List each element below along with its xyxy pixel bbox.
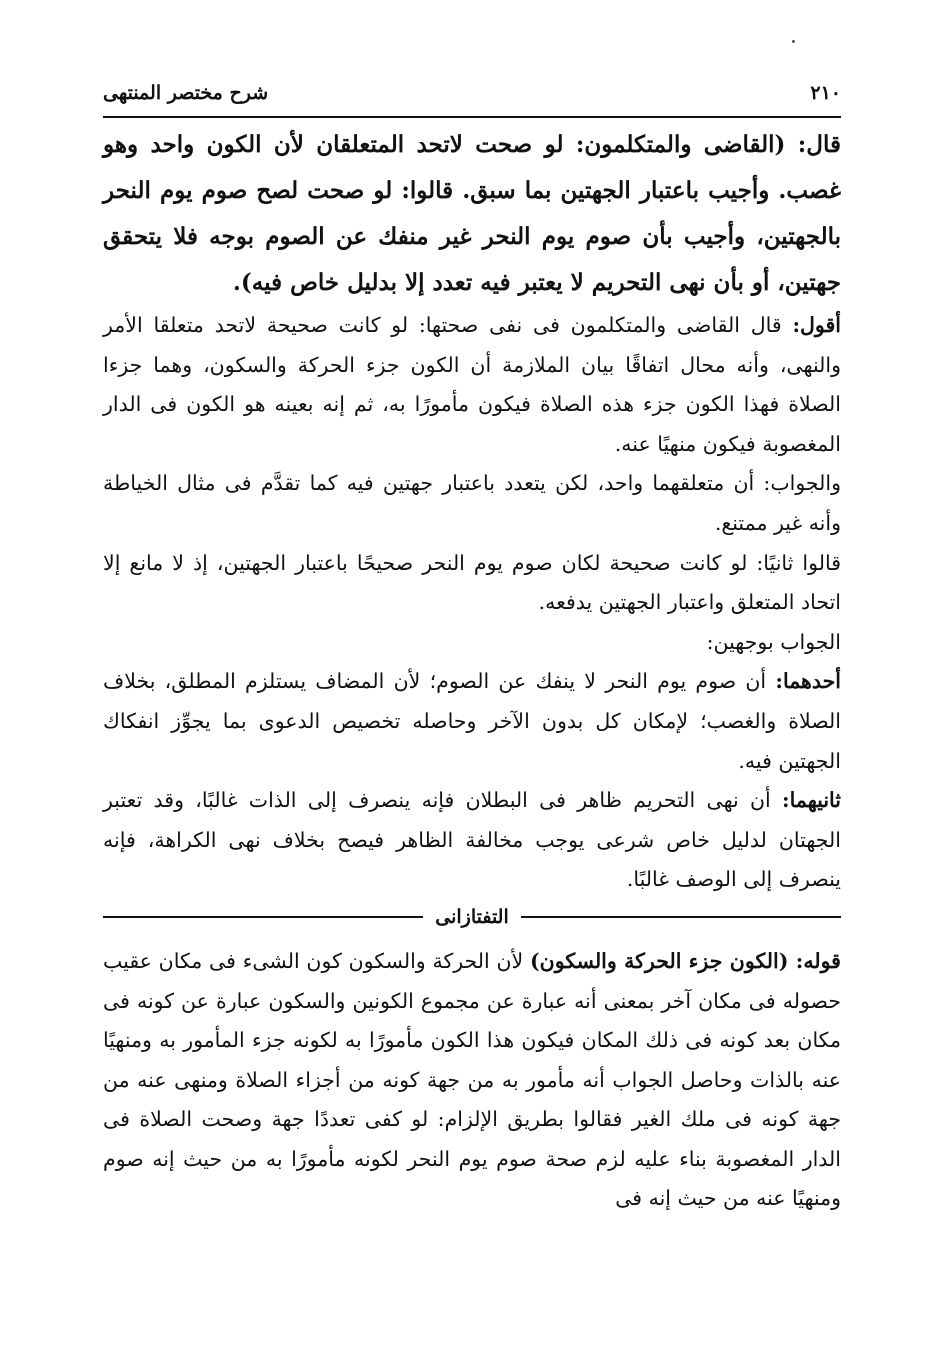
- sharh-paragraph-thanihuma: [103, 781, 841, 900]
- divider-line-right: [521, 916, 841, 918]
- page-number: ٢١٠: [810, 82, 841, 104]
- page-body: [103, 122, 841, 1219]
- book-title: شرح مختصر المنتهى: [103, 82, 269, 104]
- sharh-paragraph-jawab-wajhayn: [103, 623, 841, 663]
- paragraph-text: أن صوم يوم النحر لا ينفك عن الصوم؛ لأن المضاف يستلزم المطلق، بخلاف الصلاة والغصب؛ لإمكان كل بدون الآخر وحاصله تخصيص الدعوى بما يجوِّز انفكاك الجهتين فيه.: [103, 669, 841, 773]
- sharh-paragraph-ahaduhuma: [103, 662, 841, 781]
- matn-paragraph: قال: (القاضى والمتكلمون: لو صحت لاتحد المتعلقان لأن الكون واحد وهو غصب. وأجيب باعتبار الجهتين بما سبق. قالوا: لو صحت لصح صوم يوم النحر بالجهتين، وأجيب بأن صوم يوم النحر غير منفك عن الصوم بوجه فلا يتحقق جهتين، أو بأن نهى التحريم لا يعتبر فيه تعدد إلا بدليل خاص فيه).: [103, 131, 841, 296]
- section-divider: [103, 900, 841, 934]
- hashiya-paragraph: [103, 942, 841, 1219]
- paragraph-lead: قوله: (الكون جزء الحركة والسكون): [529, 948, 841, 973]
- sharh-paragraph-jawab: [103, 464, 841, 543]
- paragraph-text: والجواب: أن متعلقهما واحد، لكن يتعدد باعتبار جهتين فيه كما تقدَّم فى مثال الخياطة وأنه غير ممتنع.: [103, 471, 841, 535]
- sharh-paragraph-aqulu: [103, 306, 841, 464]
- paragraph-lead: ثانيهما:: [782, 788, 841, 813]
- speck: [792, 40, 795, 43]
- divider-line-left: [103, 916, 423, 918]
- paragraph-text: قالوا ثانيًا: لو كانت صحيحة لكان صوم يوم النحر صحيحًا باعتبار الجهتين، إذ لا مانع إلا اتحاد المتعلق واعتبار الجهتين يدفعه.: [103, 550, 841, 615]
- paragraph-lead: أقول:: [792, 313, 841, 337]
- divider-label: التفتازانى: [435, 905, 509, 928]
- sharh-paragraph-qalu-thaniyan: [103, 544, 841, 623]
- paragraph-text: لأن الحركة والسكون كون الشىء فى مكان عقيب حصوله فى مكان آخر بمعنى أنه عبارة عن مجموع الكونين والسكون عبارة عن كونه فى مكان بعد كونه فى ذلك المكان فيكون هذا الكون مأمورًا به لكونه جزء المأمور به ومنهيًا عنه بالذات وحاصل الجواب أنه مأمور به من جهة كونه من أجزاء الصلاة ومنهى عنه من جهة كونه فى ملك الغير فقالوا بطريق الإلزام: لو كفى تعددًا جهة وصحت الصلاة فى الدار المغصوبة بناء عليه لزم صحة صوم يوم النحر لكونه مأمورًا به من حيث إنه صوم ومنهيًا عنه من حيث إنه فى: [103, 948, 841, 1211]
- paragraph-text: قال القاضى والمتكلمون فى نفى صحتها: لو كانت صحيحة لاتحد متعلقا الأمر والنهى، وأنه محال اتفاقًا بيان الملازمة أن الكون جزء الحركة والسكون، وهما جزءا الصلاة فهذا الكون جزء هذه الصلاة فيكون مأمورًا به، ثم إنه بعينه هو الكون فى الدار المغصوبة فيكون منهيًا عنه.: [103, 313, 841, 456]
- paragraph-lead: أحدهما:: [775, 669, 841, 694]
- paragraph-text: الجواب بوجهين:: [706, 629, 841, 654]
- page-header: [103, 82, 841, 112]
- header-rule: [103, 116, 841, 118]
- paragraph-text: أن نهى التحريم ظاهر فى البطلان فإنه ينصرف إلى الذات غالبًا، وقد تعتبر الجهتان لدليل خاص شرعى يوجب مخالفة الظاهر فيصح بخلاف نهى الكراهة، فإنه ينصرف إلى الوصف غالبًا.: [103, 788, 841, 892]
